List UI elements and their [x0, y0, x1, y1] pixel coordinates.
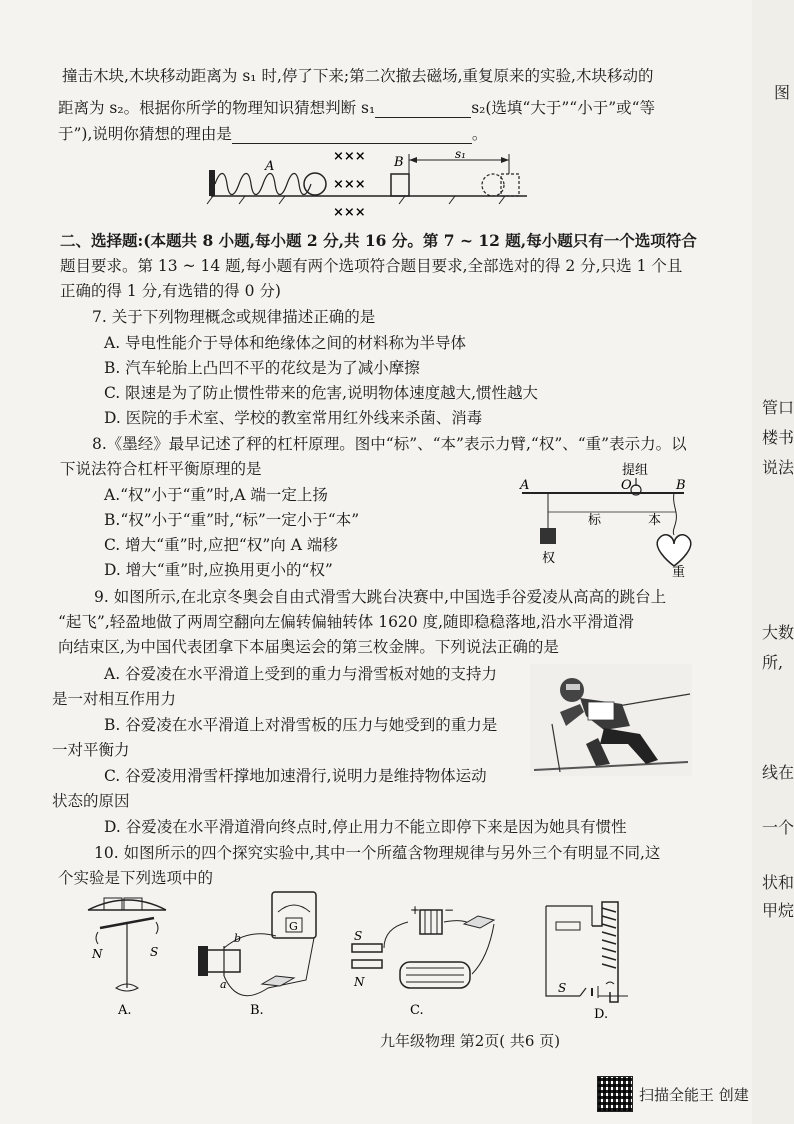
- q9-stem-3: 向结束区,为中国代表团拿下本届奥运会的第三枚金牌。下列说法正确的是: [58, 638, 559, 656]
- switch-blade: [580, 988, 586, 996]
- label-n: N: [92, 947, 103, 961]
- label-s: S: [150, 945, 159, 959]
- lead-3: [472, 924, 494, 974]
- q8-option-d[interactable]: D. 增大“重”时,应换用更小的“权”: [104, 561, 333, 579]
- zhong-weight: [657, 535, 691, 566]
- q10-stem-1: 10. 如图所示的四个探究实验中,其中一个所蕴含物理规律与另外三个有明显不同,这: [94, 844, 661, 862]
- q6-line-3: [58, 124, 487, 144]
- side-fragment: 管口: [762, 398, 794, 417]
- page-footer: 九年级物理 第2页( 共6 页): [380, 1032, 561, 1050]
- coil-windings: [602, 908, 616, 968]
- label-n: N: [354, 975, 365, 989]
- plus-sign: +: [410, 903, 421, 917]
- figure-c-motor: [352, 903, 494, 1018]
- label-b: B: [676, 478, 686, 493]
- magnet-crosses-1: ×××: [333, 149, 366, 164]
- section-2-line-1: 二、选择题:(本题共 8 小题,每小题 2 分,共 16 分。第 7 ~ 12 题,每小题只有一个选项符合: [60, 231, 697, 250]
- option-label-a[interactable]: A.: [118, 1003, 132, 1018]
- side-fragment: 状和: [762, 873, 794, 892]
- ground-hatch: [207, 196, 505, 204]
- label-s: S: [354, 929, 363, 943]
- q6-line-3-text: 于”),说明你猜想的理由是: [58, 125, 232, 143]
- goggles: [566, 684, 580, 690]
- q8-option-c[interactable]: C. 增大“重”时,应把“权”向 A 端移: [104, 536, 338, 554]
- side-fragment: 图: [774, 83, 791, 102]
- label-s1: s₁: [455, 148, 466, 161]
- figure-a-oersted: [88, 898, 166, 1018]
- q6-figure: [205, 148, 535, 220]
- wire-arc: [88, 900, 166, 910]
- qr-code-icon: [597, 1076, 633, 1112]
- rotate-arrow-left: [96, 932, 98, 944]
- figure-b-induction: [198, 892, 316, 1018]
- side-fragment: 一个: [762, 818, 794, 837]
- option-label-b[interactable]: B.: [250, 1003, 264, 1018]
- label-a: A: [520, 478, 530, 493]
- label-quan: 权: [542, 551, 556, 566]
- label-g: G: [289, 920, 298, 933]
- resistor-icon: [556, 922, 580, 930]
- q9-option-a-cont: 是一对相互作用力: [52, 690, 177, 708]
- q7-option-c[interactable]: C. 限速是为了防止惯性带来的危害,说明物体速度越大,惯性越大: [104, 384, 539, 402]
- arrow-head-right: [501, 157, 509, 163]
- q9-option-d[interactable]: D. 谷爱凌在水平滑道滑向终点时,停止用力不能立即停下来是因为她具有惯性: [104, 818, 627, 836]
- q9-option-a[interactable]: A. 谷爱凌在水平滑道上受到的重力与滑雪板对她的支持力: [104, 665, 498, 683]
- q7-option-a[interactable]: A. 导电性能介于导体和绝缘体之间的材料称为半导体: [104, 334, 467, 352]
- lead-left: [384, 922, 408, 948]
- label-tizu: 提组: [622, 463, 649, 478]
- label-zhong: 重: [672, 565, 686, 578]
- figure-d-electromagnet: [546, 902, 628, 1022]
- q8-option-b[interactable]: B.“权”小于“重”时,“标”一定小于“本”: [104, 511, 360, 529]
- q8-option-a[interactable]: A.“权”小于“重”时,A 端一定上扬: [104, 486, 328, 504]
- q7-option-d[interactable]: D. 医院的手术室、学校的教室常用红外线来杀菌、消毒: [104, 409, 483, 427]
- adjacent-page-strip: [752, 0, 794, 1124]
- side-fragment: 说法: [762, 458, 794, 477]
- side-fragment: 大数: [762, 623, 794, 642]
- zhong-hook: [673, 493, 676, 535]
- lead-2: [224, 938, 314, 996]
- pins: [606, 982, 614, 984]
- option-label-d[interactable]: D.: [594, 1007, 609, 1022]
- option-label-c[interactable]: C.: [410, 1003, 424, 1018]
- q7-stem: 7. 关于下列物理概念或规律描述正确的是: [92, 308, 376, 326]
- gauge-arc: [278, 905, 310, 912]
- arrow-head-left: [409, 157, 417, 163]
- bleed-text: [420, 300, 435, 321]
- ball-a: [304, 173, 326, 195]
- side-fragment: 线在: [762, 763, 794, 782]
- bib: [588, 702, 614, 720]
- q8-steelyard-figure: [518, 462, 694, 578]
- q9-option-b[interactable]: B. 谷爱凌在水平滑道上对滑雪板的压力与她受到的重力是: [104, 716, 498, 734]
- q8-stem-2: 下说法符合杠杆平衡原理的是: [60, 460, 262, 478]
- q9-stem-1: 9. 如图所示,在北京冬奥会自由式滑雪大跳台决赛中,中国选手谷爱凌从高高的跳台上: [94, 588, 667, 606]
- section-2-line-3: 正确的得 1 分,有选错的得 0 分): [60, 282, 281, 300]
- label-o: O: [621, 478, 632, 493]
- side-fragment: 楼书: [762, 428, 794, 447]
- q9-option-c[interactable]: C. 谷爱凌用滑雪杆撑地加速滑行,说明力是维持物体运动: [104, 767, 487, 785]
- q9-option-c-cont: 状态的原因: [52, 792, 130, 810]
- magnet-icon: [352, 944, 382, 968]
- q7-option-b[interactable]: B. 汽车轮胎上凸凹不平的花纹是为了减小摩擦: [104, 359, 420, 377]
- wall: [209, 170, 215, 196]
- label-s: S: [558, 981, 567, 995]
- answer-blank-reason[interactable]: [232, 143, 472, 144]
- q6-line-3-end: 。: [471, 125, 488, 143]
- magnet-crosses-2: ×××: [333, 177, 366, 192]
- label-ben: 本: [648, 513, 662, 528]
- u-magnet: [204, 950, 240, 972]
- switch-icon: [262, 976, 294, 986]
- label-b: b: [234, 932, 242, 945]
- skier-photo: [530, 664, 692, 776]
- label-a: a: [220, 978, 227, 991]
- q10-figures: [80, 888, 660, 1026]
- side-fragment: 所,: [762, 653, 784, 672]
- minus-sign: −: [444, 903, 455, 917]
- magnet-pole: [198, 946, 208, 976]
- wire-top: [546, 906, 592, 926]
- q6-line-2-text: 距离为 s₂。根据你所学的物理知识猜想判断 s₁: [58, 99, 376, 117]
- quan-weight: [540, 528, 556, 544]
- q8-stem-1: 8.《墨经》最早记述了秤的杠杆原理。图中“标”、“本”表示力臂,“权”、“重”表示力。以: [92, 435, 687, 453]
- answer-blank-s1s2[interactable]: [375, 117, 471, 118]
- q6-line-1: 撞击木块,木块移动距离为 s₁ 时,停了下来;第二次撤去磁场,重复原来的实验,木块移动的: [62, 67, 654, 85]
- q9-option-b-cont: 一对平衡力: [52, 741, 130, 759]
- magnet-crosses-3: ×××: [333, 205, 366, 220]
- block-b: [391, 174, 409, 196]
- rotate-arrow-right: [156, 922, 158, 934]
- side-fragment: 甲烷: [762, 901, 794, 920]
- section-2-line-2: 题目要求。第 13 ~ 14 题,每小题有两个选项符合题目要求,全部选对的得 2 分,只选 1 个且: [60, 257, 683, 275]
- label-biao: 标: [588, 513, 602, 528]
- q9-stem-2: “起飞”,轻盈地做了两周空翻向左偏转偏轴转体 1620 度,随即稳稳落地,沿水平滑道滑: [58, 613, 634, 631]
- label-a: A: [265, 159, 275, 174]
- q10-stem-2: 个实验是下列选项中的: [58, 869, 214, 887]
- label-b: B: [394, 155, 404, 170]
- switch-icon: [464, 916, 494, 928]
- q6-line-2: [58, 98, 655, 118]
- scanner-text: 扫描全能王 创建: [639, 1086, 749, 1104]
- q6-line-2-tail: s₂(选填“大于”“小于”或“等: [471, 99, 656, 117]
- spring: [215, 174, 311, 195]
- lead-1: [224, 934, 276, 948]
- scanner-watermark: [597, 1076, 787, 1112]
